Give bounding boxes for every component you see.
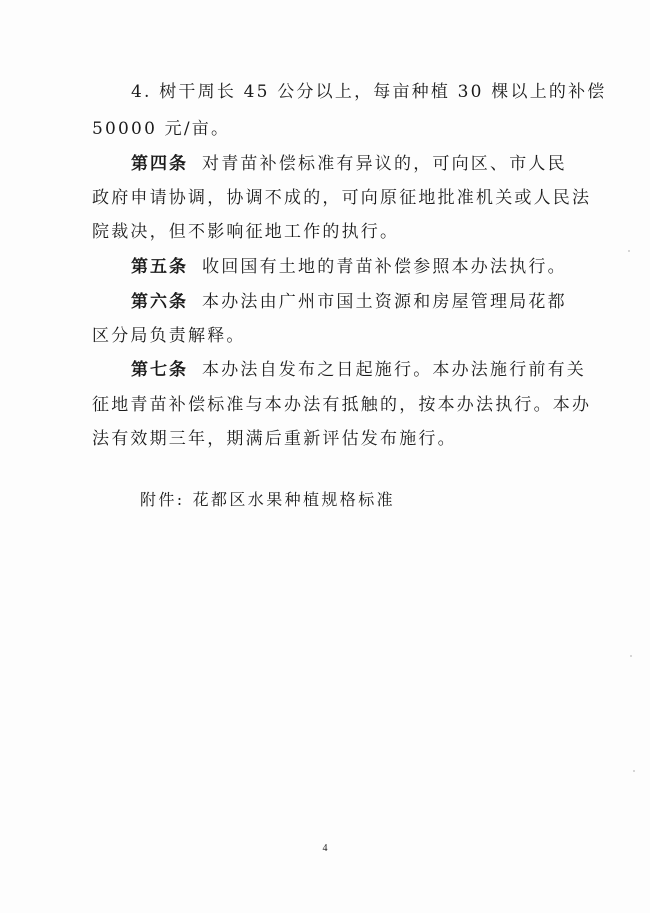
article7-line1 (131, 359, 586, 381)
article7-line3: 法有效期三年，期满后重新评估发布施行。 (92, 429, 457, 449)
article4-line1 (131, 153, 567, 175)
article7-label: 第七条 (131, 360, 188, 380)
scan-speck (633, 770, 635, 772)
article6-text: 本办法由广州市国土资源和房屋管理局花都 (202, 292, 567, 312)
page-number: 4 (322, 843, 328, 854)
scan-speck (630, 655, 632, 657)
article4-line3: 院裁决，但不影响征地工作的执行。 (92, 222, 400, 242)
article4-line2: 政府申请协调，协调不成的，可向原征地批准机关或人民法 (92, 188, 592, 208)
attachment-label: 附件: (140, 490, 185, 509)
article6-line2: 区分局负责解释。 (92, 326, 246, 346)
attachment-title: 花都区水果种植规格标准 (192, 490, 395, 509)
article7-line2: 征地青苗补偿标准与本办法有抵触的，按本办法执行。本办 (92, 395, 592, 415)
article4-text: 对青苗补偿标准有异议的，可向区、市人民 (202, 154, 567, 174)
article6-line1 (131, 291, 567, 313)
article4-label: 第四条 (131, 154, 188, 174)
article6-label: 第六条 (131, 292, 188, 312)
item4-line1: 4. 树干周长 45 公分以上，每亩种植 30 棵以上的补偿 (131, 82, 607, 102)
article5-text: 收回国有土地的青苗补偿参照本办法执行。 (202, 257, 567, 277)
article7-text: 本办法自发布之日起施行。本办法施行前有关 (202, 360, 586, 380)
article5-label: 第五条 (131, 257, 188, 277)
article5-line1 (131, 256, 567, 278)
scan-speck (628, 250, 630, 252)
item4-line2: 50000 元/亩。 (92, 119, 231, 139)
attachment-line (140, 489, 395, 511)
